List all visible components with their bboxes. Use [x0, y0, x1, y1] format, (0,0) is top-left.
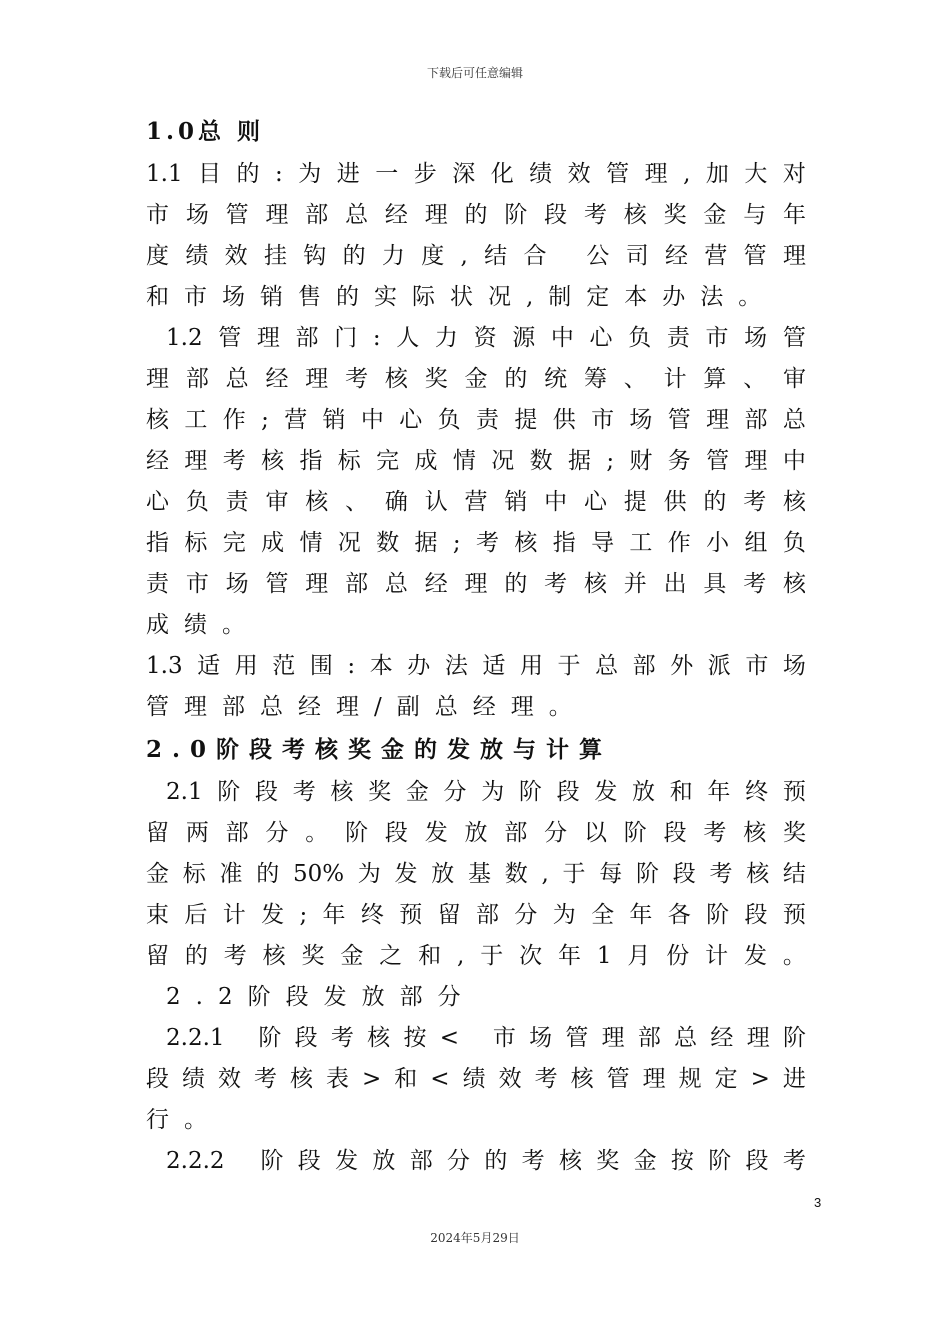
text-line: 2.2阶段发放部分 [166, 984, 476, 1010]
text-line: 核 工 作 ; 营 销 中 心 负 责 提 供 市 场 管 理 部 总 [146, 407, 806, 433]
text-line: 市 场 管 理 部 总 经 理 的 阶 段 考 核 奖 金 与 年 [146, 202, 806, 228]
text-line: 经 理 考 核 指 标 完 成 情 况 数 据 ; 财 务 管 理 中 [146, 448, 806, 474]
text-line: 指 标 完 成 情 况 数 据 ; 考 核 指 导 工 作 小 组 负 [146, 530, 806, 556]
text-line: 2.2.1 阶 段 考 核 按 < 市 场 管 理 部 总 经 理 阶 [166, 1025, 806, 1051]
text-line: 2.1 阶 段 考 核 奖 金 分 为 阶 段 发 放 和 年 终 预 [166, 779, 806, 805]
text-line: 留 的 考 核 奖 金 之 和 , 于 次 年 1 月 份 计 发 。 [146, 943, 806, 969]
text-line: 和市场销售的实际状况,制定本办法。 [146, 284, 777, 310]
text-line: 管理部总经理/副总经理。 [146, 694, 587, 720]
text-line: 行。 [146, 1107, 222, 1133]
section-heading-bonus: 2.0阶段考核奖金的发放与计算 [146, 736, 613, 763]
text-line: 理 部 总 经 理 考 核 奖 金 的 统 筹 、 计 算 、 审 [146, 366, 806, 392]
document-body [146, 110, 806, 1182]
page-number: 3 [814, 1195, 822, 1210]
text-line: 2.2.2 阶 段 发 放 部 分 的 考 核 奖 金 按 阶 段 考 [166, 1148, 806, 1174]
text-line: 1.2 管 理 部 门 : 人 力 资 源 中 心 负 责 市 场 管 [166, 325, 806, 351]
text-line: 1.1 目 的 : 为 进 一 步 深 化 绩 效 管 理 , 加 大 对 [146, 161, 806, 187]
page-footer-date: 2024年5月29日 [430, 1231, 520, 1245]
section-heading-general: 1.0总 则 [146, 118, 265, 145]
text-line: 留 两 部 分 。 阶 段 发 放 部 分 以 阶 段 考 核 奖 [146, 820, 806, 846]
text-line: 金 标 准 的 50% 为 发 放 基 数 , 于 每 阶 段 考 核 结 [146, 861, 806, 887]
page-header: 下载后可任意编辑 [426, 66, 523, 80]
text-line: 段 绩 效 考 核 表 > 和 < 绩 效 考 核 管 理 规 定 > 进 [146, 1066, 806, 1092]
text-line: 成绩。 [146, 612, 260, 638]
text-line: 度 绩 效 挂 钩 的 力 度 , 结 合 公 司 经 营 管 理 [146, 243, 806, 269]
text-line: 心 负 责 审 核 、 确 认 营 销 中 心 提 供 的 考 核 [146, 489, 806, 515]
text-line: 1.3 适 用 范 围 : 本 办 法 适 用 于 总 部 外 派 市 场 [146, 653, 806, 679]
text-line: 责 市 场 管 理 部 总 经 理 的 考 核 并 出 具 考 核 [146, 571, 806, 597]
text-line: 束 后 计 发 ; 年 终 预 留 部 分 为 全 年 各 阶 段 预 [146, 902, 806, 928]
